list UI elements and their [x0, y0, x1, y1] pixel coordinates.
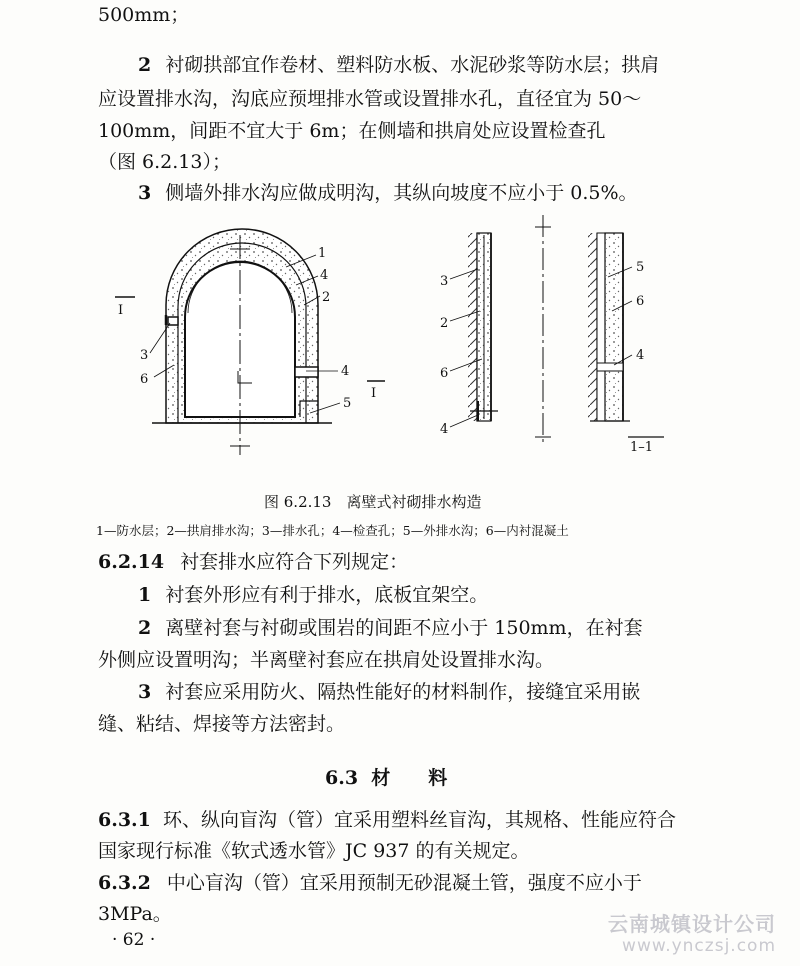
text-line-4: 100mm，间距不宜大于 6m；在侧墙和拱肩处应设置检查孔 [98, 120, 606, 142]
item-text: 衬套外形应有利于排水，底板宜架空。 [165, 584, 489, 606]
label-6-long: 6 [440, 366, 449, 381]
clause-6-2-14-item-2 [138, 615, 643, 641]
text-line-5: （图 6.2.13）； [98, 151, 231, 173]
clause-6-3-1-cont: 国家现行标准《软式透水管》JC 937 的有关规定。 [98, 840, 530, 862]
figure-caption: 图 6.2.13 离壁式衬砌排水构造 [264, 493, 482, 511]
text-line-3: 应设置排水沟，沟底应预埋排水管或设置排水孔，直径宜为 50～ [98, 88, 642, 110]
watermark-url: www.ynczsj.com [622, 936, 776, 956]
clause-6-2-14 [98, 549, 408, 575]
clause-3-line [138, 180, 638, 206]
label-1: 1 [318, 246, 327, 261]
item-number: 1 [138, 584, 152, 606]
clause-6-3-2-cont: 3MPa。 [98, 903, 172, 925]
label-4: 4 [320, 268, 329, 283]
clause-text: 侧墙外排水沟应做成明沟，其纵向坡度不应小于 0.5%。 [165, 182, 638, 204]
page-number: · 62 · [112, 930, 156, 950]
label-2: 2 [322, 290, 331, 305]
clause-6-3-2 [98, 870, 642, 896]
label-5-sec: 5 [636, 260, 645, 275]
clause-text: 中心盲沟（管）宜采用预制无砂混凝土管，强度不应小于 [166, 872, 642, 894]
clause-6-2-14-item-1 [138, 582, 488, 608]
label-3: 3 [140, 348, 149, 363]
clause-6-2-14-item-3-cont: 缝、粘结、焊接等方法密封。 [98, 713, 346, 735]
clause-text: 环、纵向盲沟（管）宜采用塑料丝盲沟，其规格、性能应符合 [162, 809, 676, 831]
label-2-long: 2 [440, 316, 449, 331]
label-4-long: 4 [440, 422, 449, 437]
tunnel-cross-section [115, 229, 385, 455]
section-number: 6.3 [325, 767, 359, 789]
figure-legend: 1—防水层；2—拱肩排水沟；3—排水孔；4—检查孔；5—外排水沟；6—内衬混凝土 [96, 523, 569, 538]
section-title: 材 料 [371, 767, 448, 789]
clause-2-line [138, 52, 659, 78]
label-3-long: 3 [440, 274, 449, 289]
item-text: 离壁衬套与衬砌或围岩的间距不应小于 150mm，在衬套 [165, 617, 643, 639]
section-mark-left: I [118, 303, 124, 318]
clause-number: 2 [138, 54, 152, 76]
clause-6-2-14-item-3 [138, 679, 640, 705]
label-5: 5 [343, 396, 352, 411]
clause-6-3-1 [98, 807, 676, 833]
text-line-1: 500mm； [98, 4, 190, 26]
item-text: 衬套应采用防火、隔热性能好的材料制作，接缝宜采用嵌 [165, 681, 641, 703]
item-number: 2 [138, 617, 152, 639]
longitudinal-section [468, 215, 551, 445]
clause-number: 3 [138, 182, 152, 204]
label-4b: 4 [341, 364, 350, 379]
label-section-1-1: 1–1 [630, 440, 654, 455]
label-6: 6 [140, 372, 149, 387]
clause-6-2-14-item-2-cont: 外侧应设置明沟；半离壁衬套应在拱肩处设置排水沟。 [98, 649, 555, 671]
clause-number: 6.3.2 [98, 872, 151, 894]
clause-number: 6.2.14 [98, 551, 165, 573]
label-4-sec: 4 [636, 348, 645, 363]
label-6-sec: 6 [636, 294, 645, 309]
watermark-company: 云南城镇设计公司 [608, 912, 776, 936]
clause-title: 衬套排水应符合下列规定： [180, 551, 409, 573]
clause-number: 6.3.1 [98, 809, 151, 831]
figure-drainage-construction [0, 205, 800, 475]
section-1-1 [588, 233, 664, 437]
item-number: 3 [138, 681, 152, 703]
clause-text: 衬砌拱部宜作卷材、塑料防水板、水泥砂浆等防水层；拱肩 [165, 54, 660, 76]
section-mark-right: I [371, 386, 377, 401]
section-heading-6-3 [325, 763, 447, 790]
